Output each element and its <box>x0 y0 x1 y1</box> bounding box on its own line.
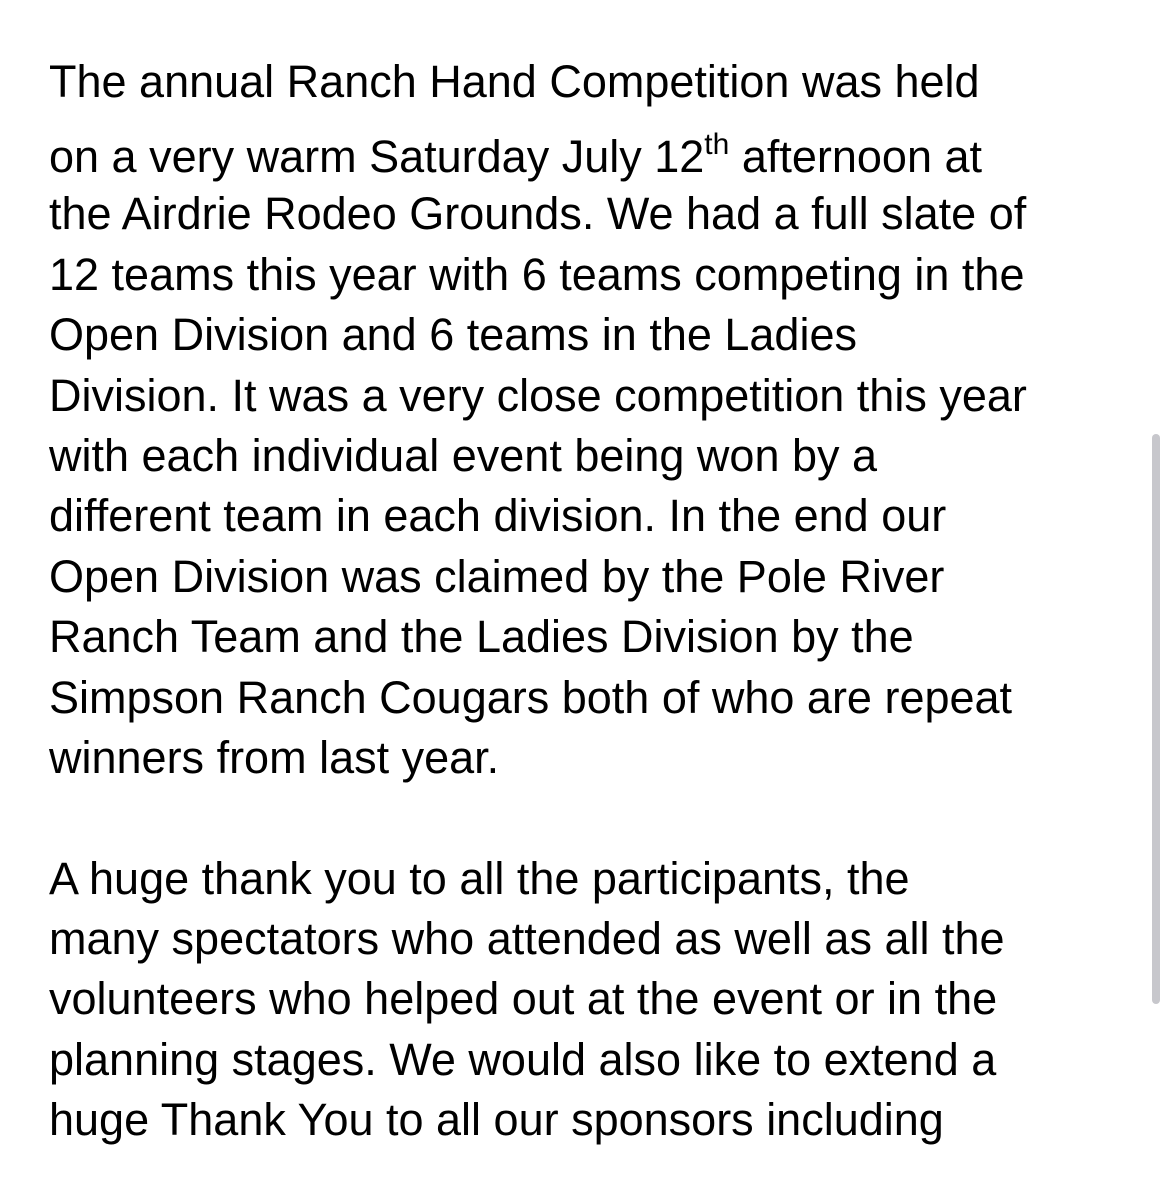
vertical-scrollbar[interactable] <box>1152 434 1160 1004</box>
paragraph <box>49 52 1139 788</box>
text-line: Open Division was claimed by the Pole River <box>49 550 945 602</box>
text-line: Simpson Ranch Cougars both of who are repeat <box>49 671 1013 723</box>
text-span: afternoon at <box>729 131 983 183</box>
text-line: huge Thank You to all our sponsors including <box>49 1094 944 1146</box>
text-line: A huge thank you to all the participants, the <box>49 852 910 904</box>
text-line: different team in each division. In the end our <box>49 490 947 542</box>
text-line: Division. It was a very close competition this year <box>49 369 1027 421</box>
text-line: Ranch Team and the Ladies Division by the <box>49 611 914 663</box>
text-line: the Airdrie Rodeo Grounds. We had a full slate of <box>49 188 1027 240</box>
text-line: volunteers who helped out at the event or in the <box>49 973 998 1025</box>
paragraph-gap <box>49 788 1139 848</box>
paragraph <box>49 849 1139 1151</box>
article-body <box>49 52 1139 1151</box>
text-line <box>49 112 1139 184</box>
text-line: The annual Ranch Hand Competition was held <box>49 56 980 107</box>
text-line: winners from last year. <box>49 731 500 783</box>
text-line: 12 teams this year with 6 teams competing in the <box>49 248 1025 300</box>
text-line: with each individual event being won by a <box>49 429 878 481</box>
text-line: Open Division and 6 teams in the Ladies <box>49 309 857 361</box>
text-line: planning stages. We would also like to extend a <box>49 1033 997 1085</box>
text-span: on a very warm Saturday July 12 <box>49 131 705 183</box>
text-line: many spectators who attended as well as all the <box>49 913 1005 965</box>
ordinal-suffix: th <box>704 128 730 162</box>
